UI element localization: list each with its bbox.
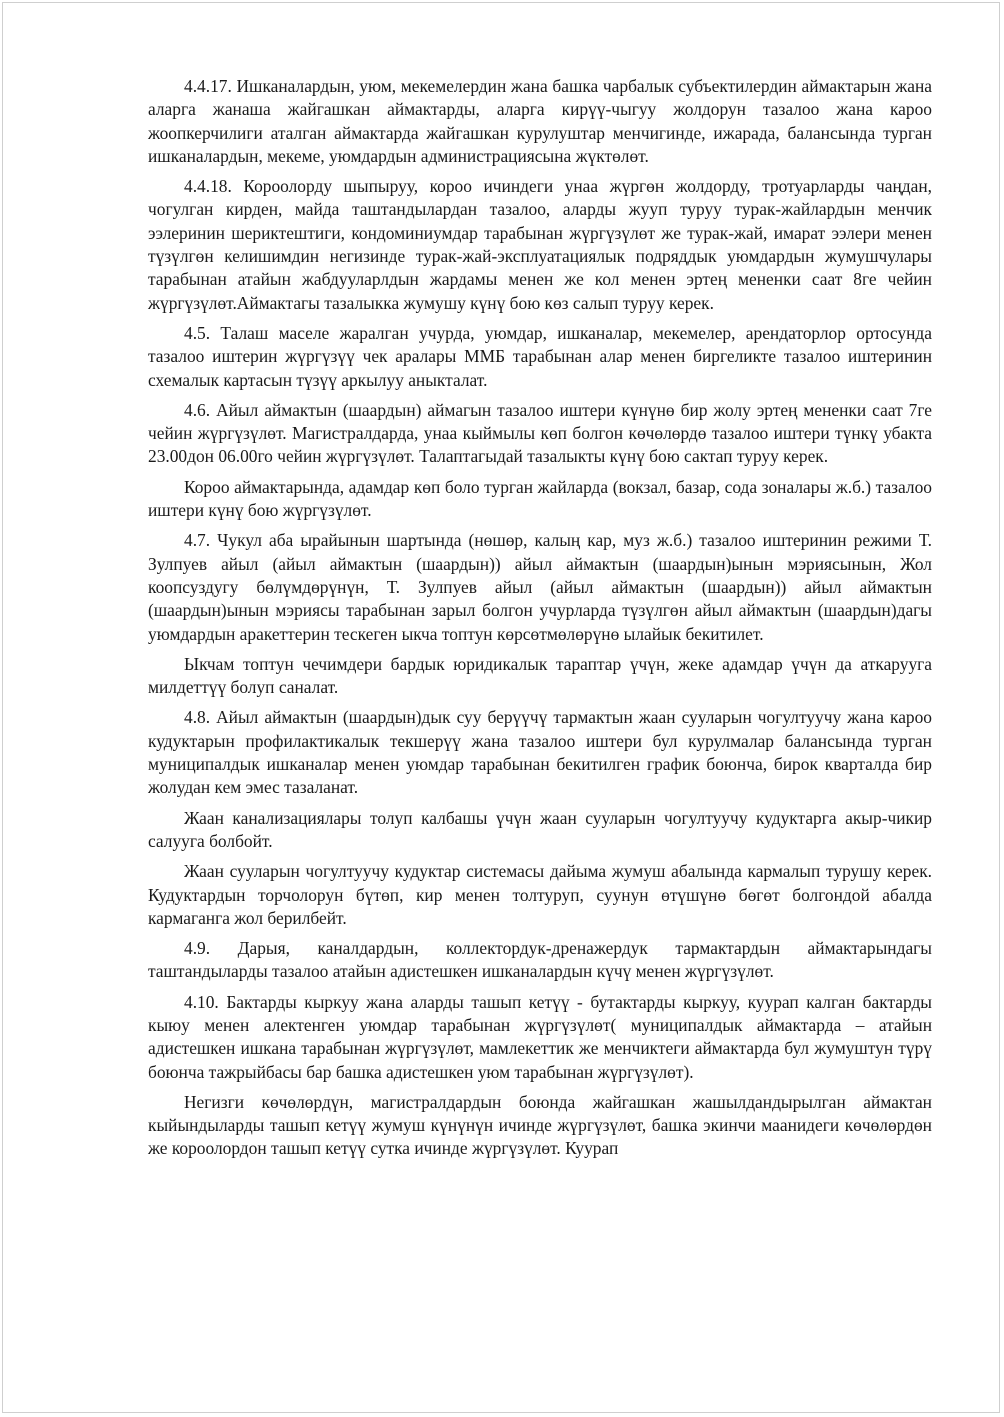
paragraph-4-7: 4.7. Чукул аба ырайынын шартында (нөшөр, калың кар, муз ж.б.) тазалоо иштеринин режими Т. Зулпуев айыл (айыл аймактын (шаардын)) айыл аймактын (шаардын)ынын мэриясынын, Жол коопсуздугу бөлүмдөрүнүн, Т. Зулпуев айыл (айыл аймактын (шаардын)) айыл аймактын (шаардын)ынын мэриясы тарабынан зарыл болгон учурларда түзүлгөн айыл аймактын (шаардын)дагы уюмдардын аракеттерин тескеген ыкча топтун көрсөтмөлөрүнө ылайык бекитилет. [148, 530, 932, 644]
paragraph-4-8-continued-2: Жаан сууларын чогултуучу кудуктар системасы дайыма жумуш абалында кармалып турушу керек. Кудуктардын торчолорун бүтөп, кир менен толтуруп, суунун өтүшүнө бөгөт болгондой абалда кармаганга жол берилбейт. [148, 861, 932, 928]
paragraph-4-8: 4.8. Айыл аймактын (шаардын)дык суу берүүчү тармактын жаан сууларын чогултуучу жана кароо кудуктарын профилактикалык текшерүү жана тазалоо иштери бул курулмалар балансында турган муниципалдык ишканалар менен уюмдар тарабынан бекитилген график боюнча, бирок кварталда бир жолудан кем эмес тазаланат. [148, 707, 932, 798]
document-body [148, 75, 932, 1168]
paragraph-4-6-continued: Короо аймактарында, адамдар көп боло турган жайларда (вокзал, базар, сода зоналары ж.б.) тазалоо иштери күнү бою жүргүзүлөт. [148, 476, 932, 521]
paragraph-4-8-continued-1: Жаан канализациялары толуп калбашы үчүн жаан сууларын чогултуучу кудуктарга акыр-чикир салууга болбойт. [148, 807, 932, 851]
paragraph-4-4-17: 4.4.17. Ишканалардын, уюм, мекемелердин жана башка чарбалык субъектилердин аймактарын жана аларга жанаша жайгашкан аймактарды, аларга кирүү-чыгуу жолдорун тазалоо жана кароо жоопкерчилиги аталган аймактарда жайгашкан курулуштар менчигинде, ижарада, балансында турган ишканалардын, мекеме, уюмдардын администрациясына жүктөлөт. [148, 76, 932, 166]
paragraph-4-4-18: 4.4.18. Короолорду шыпыруу, короо ичиндеги унаа жүргөн жолдорду, тротуарларды чаңдан, чогулган кирден, майда таштандылардан тазалоо, аларды жууп туруу турак-жайлардын менчик ээлеринин шериктештиги, кондоминиумдар тарабынан жүргүзүлөт же турак-жай, имарат ээлери менен түзүлгөн келишимдин негизинде турак-жай-эксплуатациялык подряддык уюмдардын жумушчулары тарабынан атайын жабдууларлдын жардамы менен же кол менен эртең мененки саат 8ге чейин жүргүзүлөт.Аймактагы тазалыкка жумушу күнү бою көз салып туруу керек. [148, 176, 932, 313]
paragraph-4-10: 4.10. Бактарды кыркуу жана аларды ташып кетүү - бутактарды кыркуу, куурап калган бактарды кыюу менен алектенген уюмдар тарабынан жүргүзүлөт( муниципалдык аймактарда – атайын адистешкен ишкана тарабынан жүргүзүлөт, мамлекеттик же менчиктеги аймактарда бул жумуштун түрү боюнча тажрыйбасы бар башка адистешкен уюм тарабынан жүргүзүлөт). [148, 991, 932, 1082]
paragraph-4-6: 4.6. Айыл аймактын (шаардын) аймагын тазалоо иштери күнүнө бир жолу эртең мененки саат 7ге чейин жүргүзүлөт. Магистралдарда, унаа кыймылы көп болгон көчөлөрдө тазалоо иштери түнкү убакта 23.00дон 06.00го чейин жүргүзүлөт. Талаптагыдай тазалыкты күнү бою сактап туруу керек. [148, 399, 932, 467]
paragraph-4-7-continued: Ыкчам топтун чечимдери бардык юридикалык тараптар үчүн, жеке адамдар үчүн да аткарууга милдеттүү болуп саналат. [148, 653, 932, 698]
paragraph-4-5: 4.5. Талаш маселе жаралган учурда, уюмдар, ишканалар, мекемелер, арендаторлор ортосунда тазалоо иштерин жүргүзүү чек аралары ММБ тарабынан алар менен биргеликте тазалоо иштеринин схемалык картасын түзүү аркылуу аныкталат. [148, 322, 932, 390]
paragraph-4-9: 4.9. Дарыя, каналдардын, коллектордук-дренажердук тармактардын аймактарындагы таштандыларды тазалоо атайын адистешкен ишканалардын күчү менен жүргүзүлөт. [148, 938, 932, 982]
paragraph-4-10-continued: Негизги көчөлөрдүн, магистралдардын боюнда жайгашкан жашылдандырылган аймактан кыйындыларды ташып кетүү жумуш күнүнүн ичинде жүргүзүлөт, башка экинчи маанидеги көчөлөрдөн же короолордон ташып кетүү сутка ичинде жүргүзүлөт. Куурап [148, 1091, 932, 1159]
document-page [2, 2, 1000, 1413]
